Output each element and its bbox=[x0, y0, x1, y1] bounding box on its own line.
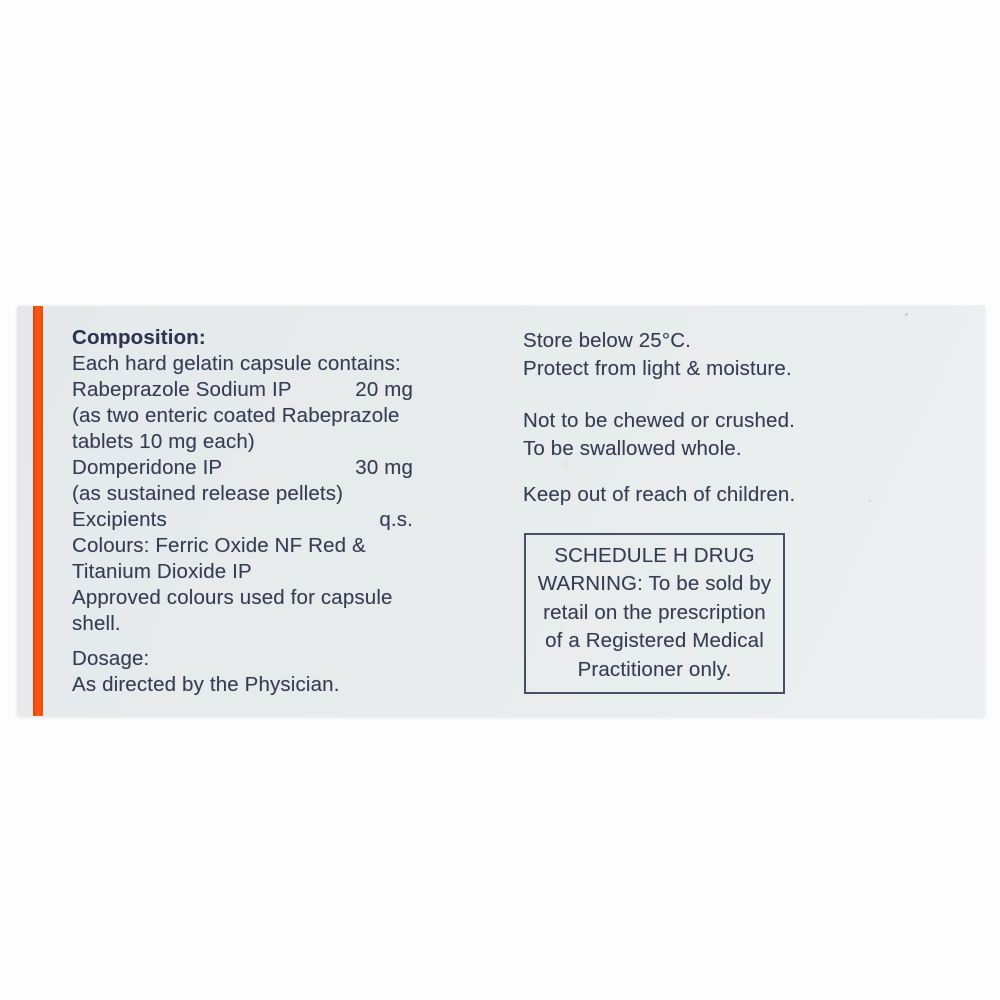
orange-accent-stripe bbox=[33, 306, 43, 716]
ingredient-amount: 20 mg bbox=[355, 378, 413, 401]
dosage-text: As directed by the Physician. bbox=[72, 673, 340, 696]
approved-colours-line1: Approved colours used for capsule bbox=[72, 586, 393, 609]
rabeprazole-note-line2: tablets 10 mg each) bbox=[72, 430, 255, 453]
storage-line1: Store below 25°C. bbox=[523, 329, 692, 352]
ingredient-amount: q.s. bbox=[379, 508, 413, 531]
dust-speck bbox=[564, 463, 566, 465]
ingredient-name: Domperidone IP bbox=[72, 456, 223, 479]
dosage-heading: Dosage: bbox=[72, 647, 150, 670]
ingredient-name: Rabeprazole Sodium IP bbox=[72, 378, 292, 401]
safety-block bbox=[523, 481, 853, 509]
approved-colours-line2: shell. bbox=[72, 612, 121, 635]
composition-heading: Composition: bbox=[72, 326, 206, 349]
administration-line2: To be swallowed whole. bbox=[523, 436, 742, 460]
dust-speck bbox=[905, 313, 908, 316]
colours-line1: Colours: Ferric Oxide NF Red & bbox=[72, 534, 366, 557]
dust-speck bbox=[869, 500, 871, 502]
rabeprazole-note-line1: (as two enteric coated Rabeprazole bbox=[72, 404, 400, 427]
ingredient-row-excipients bbox=[72, 507, 413, 533]
ingredient-name: Excipients bbox=[72, 508, 167, 531]
schedule-h-warning-box bbox=[524, 533, 785, 694]
ingredient-amount: 30 mg bbox=[355, 456, 413, 479]
storage-block bbox=[523, 327, 853, 382]
ingredient-row-domperidone bbox=[72, 455, 413, 481]
storage-section bbox=[523, 327, 853, 509]
schedule-warning-line1: SCHEDULE H DRUG bbox=[554, 544, 755, 567]
safety-line1: Keep out of reach of children. bbox=[523, 483, 796, 506]
schedule-warning-line2: WARNING: To be sold by bbox=[537, 572, 772, 596]
colours-line2: Titanium Dioxide IP bbox=[72, 560, 252, 583]
schedule-warning-line3: retail on the prescription bbox=[543, 600, 766, 624]
administration-block bbox=[523, 407, 853, 462]
schedule-warning-line4: of a Registered Medical bbox=[545, 629, 764, 653]
schedule-warning-line5: Practitioner only. bbox=[577, 657, 732, 681]
domperidone-note: (as sustained release pellets) bbox=[72, 482, 344, 505]
medicine-carton-panel bbox=[17, 306, 985, 716]
composition-intro: Each hard gelatin capsule contains: bbox=[72, 352, 401, 375]
storage-line2: Protect from light & moisture. bbox=[523, 356, 792, 380]
ingredient-row-rabeprazole bbox=[72, 377, 413, 403]
dosage-section bbox=[72, 646, 413, 698]
administration-line1: Not to be chewed or crushed. bbox=[523, 409, 795, 432]
composition-section bbox=[72, 325, 413, 698]
